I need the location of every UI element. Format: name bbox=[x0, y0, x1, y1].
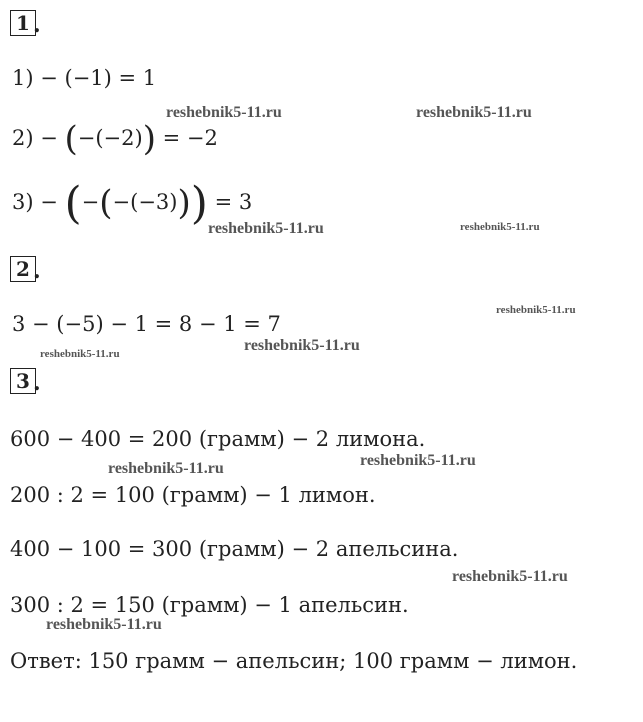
watermark-text: reshebnik5-11.ru bbox=[452, 568, 568, 585]
paren-close: ) bbox=[190, 178, 208, 229]
task-number: 1 bbox=[16, 11, 30, 35]
paren-close: ) bbox=[177, 183, 191, 223]
math-text: 2) − bbox=[12, 126, 65, 150]
paren-open: ( bbox=[64, 178, 82, 229]
watermark-text: reshebnik5-11.ru bbox=[208, 220, 324, 237]
math-text: − bbox=[81, 190, 100, 214]
answer-line: Ответ: 150 грамм − апельсин; 100 грамм − лимон. bbox=[10, 649, 578, 673]
math-text: = 3 bbox=[207, 190, 253, 214]
watermark-text: reshebnik5-11.ru bbox=[496, 304, 576, 316]
math-line bbox=[12, 119, 218, 159]
math-line bbox=[12, 178, 253, 229]
watermark-text: reshebnik5-11.ru bbox=[244, 337, 360, 354]
math-text: −(−3) bbox=[112, 190, 178, 214]
watermark-text: reshebnik5-11.ru bbox=[40, 348, 120, 360]
paren-close: ) bbox=[142, 119, 156, 159]
solution-line: 400 − 100 = 300 (грамм) − 2 апельсина. bbox=[10, 537, 459, 561]
paren-open: ( bbox=[99, 183, 113, 223]
paren-open: ( bbox=[64, 119, 78, 159]
watermark-text: reshebnik5-11.ru bbox=[360, 452, 476, 469]
watermark-text: reshebnik5-11.ru bbox=[108, 460, 224, 477]
watermark-text: reshebnik5-11.ru bbox=[416, 104, 532, 121]
task-number: 3 bbox=[16, 369, 30, 393]
task-number-dot: . bbox=[33, 370, 41, 396]
solution-line: 300 : 2 = 150 (грамм) − 1 апельсин. bbox=[10, 593, 409, 617]
solution-line: 600 − 400 = 200 (грамм) − 2 лимона. bbox=[10, 427, 426, 451]
watermark-text: reshebnik5-11.ru bbox=[46, 616, 162, 633]
math-line: 1) − (−1) = 1 bbox=[12, 66, 157, 90]
task-number-dot: . bbox=[33, 12, 41, 38]
math-text: 3) − bbox=[12, 190, 65, 214]
task-number: 2 bbox=[16, 257, 30, 281]
math-text: −(−2) bbox=[77, 126, 143, 150]
math-text: = −2 bbox=[155, 126, 218, 150]
solution-line: 200 : 2 = 100 (грамм) − 1 лимон. bbox=[10, 483, 376, 507]
math-line: 3 − (−5) − 1 = 8 − 1 = 7 bbox=[12, 312, 281, 336]
task-number-dot: . bbox=[33, 258, 41, 284]
watermark-text: reshebnik5-11.ru bbox=[460, 221, 540, 233]
watermark-text: reshebnik5-11.ru bbox=[166, 104, 282, 121]
